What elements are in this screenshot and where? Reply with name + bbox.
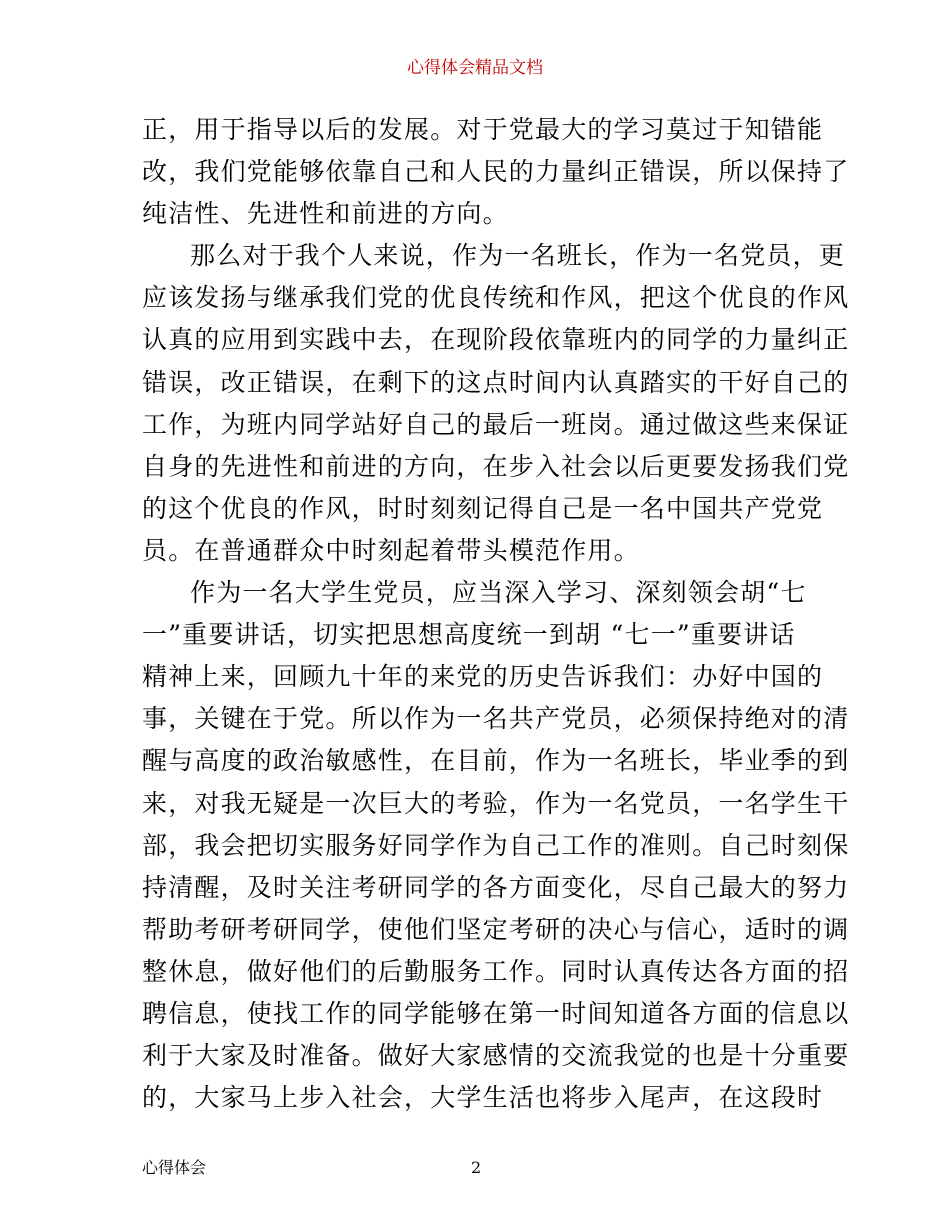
page-number: 2 (471, 1158, 482, 1177)
document-body (142, 109, 850, 1119)
text-line: 错误，改正错误，在剩下的这点时间内认真踏实的干好自己的 (142, 367, 850, 397)
text-line: 聘信息，使找工作的同学能够在第一时间知道各方面的信息以 (142, 998, 850, 1028)
text-line: 部，我会把切实服务好同学作为自己工作的准则。自己时刻保 (142, 830, 850, 860)
paragraph-start-line: 那么对于我个人来说，作为一名班长，作为一名党员，更 (190, 241, 846, 271)
text-line: 正，用于指导以后的发展。对于党最大的学习莫过于知错能 (142, 115, 824, 144)
text-line: 应该发扬与继承我们党的优良传统和作风，把这个优良的作风 (142, 283, 850, 313)
text-line: 纯洁性、先进性和前进的方向。 (142, 199, 509, 229)
text-line: 持清醒，及时关注考研同学的各方面变化，尽自己最大的努力 (142, 872, 850, 902)
text-line: 精神上来，回顾九十年的来党的历史告诉我们：办好中国的 (142, 662, 824, 692)
text-line: 利于大家及时准备。做好大家感情的交流我觉的也是十分重要 (142, 1041, 850, 1071)
text-line: 自身的先进性和前进的方向，在步入社会以后更要发扬我们党 (142, 451, 850, 481)
text-line: 醒与高度的政治敏感性，在目前，作为一名班长，毕业季的到 (142, 746, 850, 776)
footer-label: 心得体会 (142, 1158, 207, 1177)
page-header-title: 心得体会精品文档 (407, 58, 543, 78)
text-line: 改，我们党能够依靠自己和人民的力量纠正错误，所以保持了 (142, 157, 850, 187)
text-line: 的这个优良的作风，时时刻刻记得自己是一名中国共产党党 (142, 493, 824, 523)
text-line: 认真的应用到实践中去，在现阶段依靠班内的同学的力量纠正 (142, 325, 850, 355)
text-line: 工作，为班内同学站好自己的最后一班岗。通过做这些来保证 (142, 409, 850, 439)
text-line: 员。在普通群众中时刻起着带头模范作用。 (142, 535, 640, 565)
text-line: 帮助考研考研同学，使他们坚定考研的决心与信心，适时的调 (142, 914, 850, 944)
text-line: 整休息，做好他们的后勤服务工作。同时认真传达各方面的招 (142, 956, 850, 986)
text-line: 一”重要讲话，切实把思想高度统一到胡 “七一”重要讲话 (142, 620, 796, 650)
text-line: 来，对我无疑是一次巨大的考验，作为一名党员，一名学生干 (142, 788, 850, 818)
paragraph-start-line: 作为一名大学生党员，应当深入学习、深刻领会胡“七 (190, 578, 807, 608)
text-line: 事，关键在于党。所以作为一名共产党员，必须保持绝对的清 (142, 704, 850, 734)
text-line: 的，大家马上步入社会，大学生活也将步入尾声，在这段时 (142, 1083, 824, 1113)
